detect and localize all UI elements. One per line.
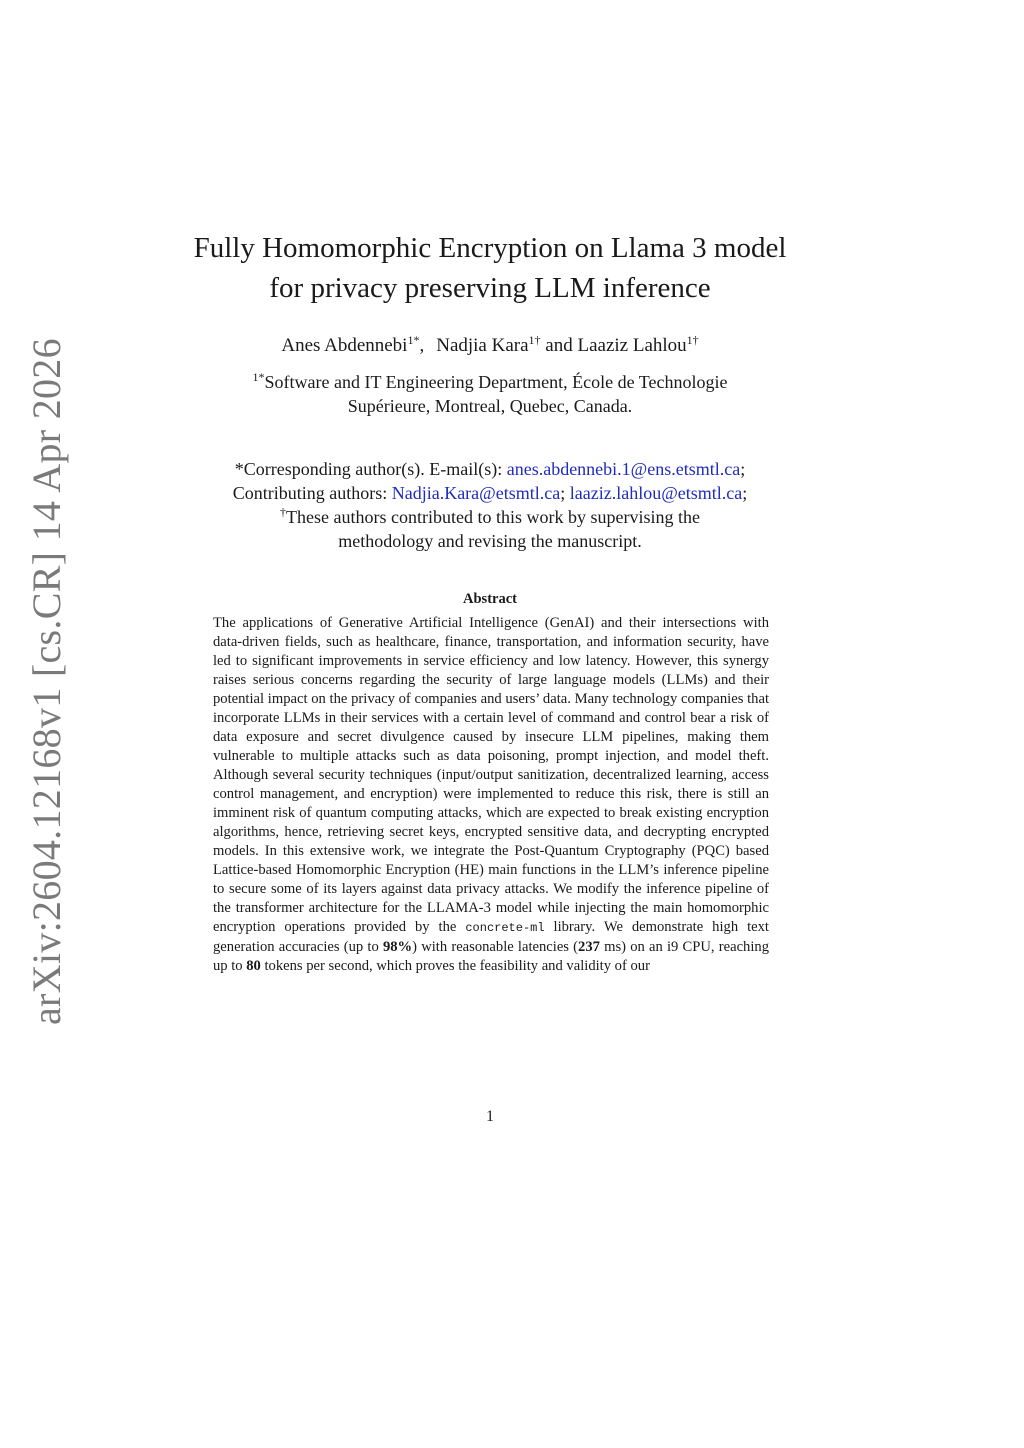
author-separator: , (419, 335, 425, 356)
abstract-body (213, 614, 769, 976)
abstract-heading: Abstract (463, 591, 517, 607)
author-name: Anes Abdennebi (281, 335, 408, 356)
author-affiliation-mark: 1† (686, 333, 699, 347)
abstract-text: ms) on an i9 CPU, reaching up to (213, 939, 769, 974)
affiliation-line-2: Supérieure, Montreal, Quebec, Canada. (347, 396, 633, 416)
author-separator: and (540, 335, 573, 356)
affiliation (150, 370, 830, 418)
abstract-text: The applications of Generative Artificial Intelligence (GenAI) and their intersections with data-driven fields, such as healthcare, finance, transportation, and information security, have led to significant improvements in service efficiency and low latency. However, this synergy raises serious concerns regarding the security of large language models (LLMs) and their potential impact on the privacy of companies and users’ data. Many technology companies that incorporate LLMs in their services with a certain level of command and control bear a risk of data exposure and secret divulgence caused by insecure LLM pipelines, making them vulnerable to multiple attacks such as data poisoning, prompt injection, and model theft. Although several security techniques (input/output sanitization, decentralized learning, access control management, and encryption) were implemented to reduce this risk, there is still an imminent risk of quantum computing attacks, which are expected to break existing encryption algorithms, hence, retrieving secret keys, encrypted sensitive data, and decrypting encrypted models. In this extensive work, we integrate the Post-Quantum Cryptography (PQC) based Lattice-based Homomorphic Encryption (HE) main functions in the LLM’s inference pipeline to secure some of its layers against data privacy attacks. We modify the inference pipeline of the transformer architecture for the LLAMA-3 model while injecting the main homomorphic encryption operations provided by the (213, 615, 769, 935)
library-name: concrete-ml (465, 921, 545, 935)
title-line-2: for privacy preserving LLM inference (269, 272, 711, 304)
title-line-1: Fully Homomorphic Encryption on Llama 3 model (193, 232, 787, 264)
arxiv-identifier-stamp: arXiv:2604.12168v1 [cs.CR] 14 Apr 2026 (24, 338, 69, 1025)
contributing-email-link-2[interactable]: laaziz.lahlou@etsmtl.ca (569, 483, 743, 503)
dagger-mark: † (280, 505, 287, 519)
contributing-label: Contributing authors: (232, 483, 388, 503)
contribution-note-line-1: These authors contributed to this work by supervising the (286, 507, 700, 527)
author-name: Nadjia Kara (436, 335, 529, 356)
corresponding-email-link[interactable]: anes.abdennebi.1@ens.etsmtl.ca (506, 459, 741, 479)
contribution-note-line-2: methodology and revising the manuscript. (338, 531, 642, 551)
page-number: 1 (486, 1108, 494, 1125)
affiliation-line-1: Software and IT Engineering Department, École de Technologie (264, 372, 728, 392)
tokens-value: 80 (246, 958, 261, 974)
author-affiliation-mark: 1† (528, 333, 541, 347)
paper-title (150, 228, 830, 308)
author-affiliation-mark: 1* (407, 333, 420, 347)
abstract-text: ) with reasonable latencies ( (412, 939, 579, 955)
correspondence-block: *Corresponding author(s). E-mail(s): anes.abdennebi.1@ens.etsmtl.ca; Contributing authors: Nadjia.Kara@etsmtl.ca; laaziz.lahlou@etsmtl.ca; †These authors contributed to this work by supervising the methodology and revising the manuscript. (130, 457, 850, 553)
latency-value: 237 (578, 939, 600, 955)
accuracy-value: 98% (382, 939, 413, 955)
corresponding-label: *Corresponding author(s). E-mail(s): (234, 459, 503, 479)
abstract-text: tokens per second, which proves the feasibility and validity of our (264, 958, 650, 974)
affiliation-mark: 1* (252, 370, 265, 384)
contributing-email-link-1[interactable]: Nadjia.Kara@etsmtl.ca (391, 483, 561, 503)
abstract-text: library. We demonstrate high text generation accuracies (up to (213, 919, 769, 955)
author-list (150, 333, 830, 359)
author-name: Laaziz Lahlou (577, 335, 687, 356)
